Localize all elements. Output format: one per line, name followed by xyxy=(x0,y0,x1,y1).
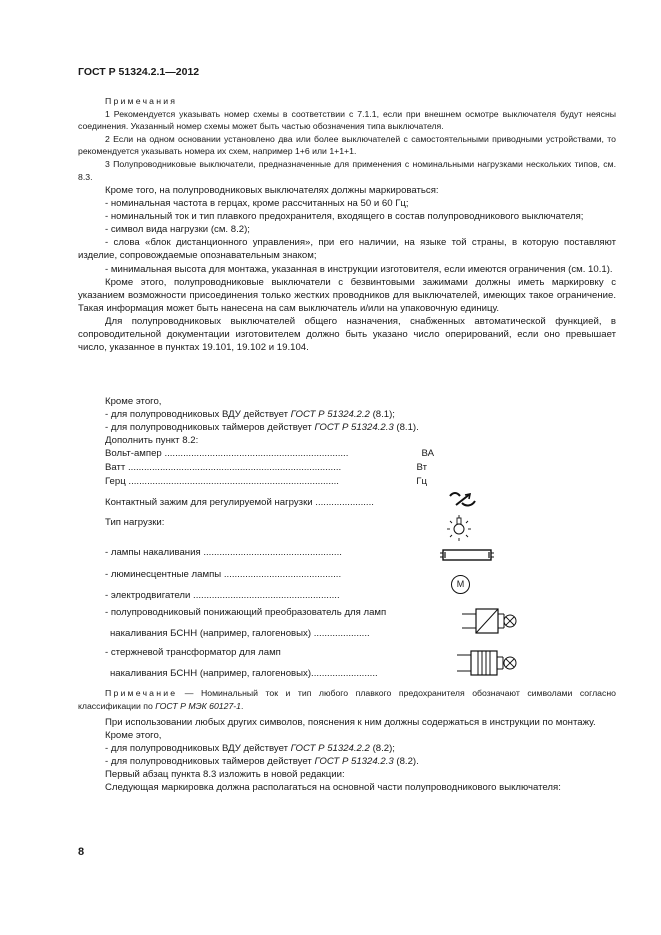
paragraph: Кроме этого, полупроводниковые выключатели с безвинтовыми зажимами должны иметь маркировку с указанием возможности присоединения только жестких проводников для выключателей, имеющих такое ограничение. Такая информация может быть нанесена на сам выключатель и/или на упаковочную единицу. xyxy=(78,276,616,314)
body-section-1 xyxy=(78,184,616,354)
list-item: - для полупроводниковых таймеров действует ГОСТ Р 51324.2.3 (8.1). xyxy=(105,422,419,434)
fluorescent-lamp-icon xyxy=(440,547,494,563)
symbol-row-fluorescent: - люминесцентные лампы ............................................ xyxy=(105,569,342,580)
transformer-icon xyxy=(457,648,519,678)
body-section-also xyxy=(78,395,616,447)
standard-reference: ГОСТ Р МЭК 60127-1 xyxy=(155,700,242,711)
list-item: - номинальный ток и тип плавкого предохранителя, входящего в состав полупроводникового выключателя; xyxy=(105,211,584,223)
unit-row: Герц ............................................................................... Гц xyxy=(105,476,427,487)
list-item: - слова «блок дистанционного управления», при его наличии, на языке той страны, в которую поставляют изделие, сопровождаемые опознавательным знаком; xyxy=(78,237,616,262)
notes-label: Примечания xyxy=(105,96,178,106)
list-item: - для полупроводниковых ВДУ действует ГОСТ Р 51324.2.2 (8.1); xyxy=(105,409,395,421)
body-section-2 xyxy=(78,716,616,795)
page-number: 8 xyxy=(78,846,85,858)
note-block: Примечание — Номинальный ток и тип любого плавкого предохранителя обозначают символами согласно классификации по ГОСТ Р МЭК 60127-1. xyxy=(78,688,616,711)
adjustable-load-icon xyxy=(448,490,478,508)
symbol-row-load-type: Тип нагрузки: xyxy=(105,517,165,528)
paragraph: При использовании любых других символов, пояснения к ним должны содержаться в инструкции по монтажу. xyxy=(105,717,596,728)
symbol-row-transformer: - стержневой трансформатор для ламп xyxy=(105,647,281,658)
symbol-row-incandescent: - лампы накаливания .................................................... xyxy=(105,547,342,558)
standard-reference: ГОСТ Р 51324.2.3 xyxy=(314,756,394,768)
paragraph: Кроме этого, xyxy=(105,730,162,742)
symbol-row-adjustable: Контактный зажим для регулируемой нагрузки ...................... xyxy=(105,497,374,508)
standard-reference: ГОСТ Р 51324.2.2 xyxy=(290,743,370,755)
list-item: - для полупроводниковых ВДУ действует ГОСТ Р 51324.2.2 (8.2); xyxy=(105,743,395,755)
note-item: 2 Если на одном основании установлено два или более выключателей с самостоятельными приводными устройствами, то рекомендуется указывать номера их схем, например 1+6 или 1+1+1. xyxy=(78,133,616,157)
note-item: 1 Рекомендуется указывать номер схемы в соответствии с 7.1.1, если при внешнем осмотре выключателя будут неясны соединения. Указанный номер схемы может быть частью обозначения типа выключателя. xyxy=(78,108,616,132)
list-item: - минимальная высота для монтажа, указанная в инструкции изготовителя, если имеются ограничения (см. 10.1). xyxy=(105,263,613,275)
paragraph: Кроме того, на полупроводниковых выключателях должны маркироваться: xyxy=(105,185,439,196)
list-item: - для полупроводниковых таймеров действует ГОСТ Р 51324.2.3 (8.2). xyxy=(105,756,419,768)
paragraph: Для полупроводниковых выключателей общего назначения, снабженных автоматической функцией, в сопроводительной документации изготовителем должно быть указано число оперирований, если оно превышает число, указанное в пунктах 19.101, 19.102 и 19.104. xyxy=(78,315,616,354)
notes-block xyxy=(78,95,616,183)
symbol-row-motors: - электродвигатели ....................................................... xyxy=(105,590,340,601)
note-label: Примечание xyxy=(105,688,178,698)
standard-reference: ГОСТ Р 51324.2.2 xyxy=(290,409,370,421)
motor-icon: M xyxy=(451,575,470,594)
paragraph: Следующая маркировка должна располагаться на основной части полупроводникового выключателя: xyxy=(105,782,561,794)
note-item: 3 Полупроводниковые выключатели, предназначенные для применения с номинальными нагрузками нескольких типов, см. 8.3. xyxy=(78,158,616,182)
converter-icon xyxy=(462,605,520,637)
list-item: - символ вида нагрузки (см. 8.2); xyxy=(105,224,250,236)
paragraph: Первый абзац пункта 8.3 изложить в новой редакции: xyxy=(105,769,345,781)
unit-row: Ватт ................................................................................ Вт xyxy=(105,462,427,473)
paragraph: Дополнить пункт 8.2: xyxy=(105,435,199,447)
unit-row: Вольт-ампер ..................................................................... ВА xyxy=(105,448,434,459)
paragraph: Кроме этого, xyxy=(105,396,162,407)
document-header: ГОСТ Р 51324.2.1—2012 xyxy=(78,66,200,78)
incandescent-lamp-icon xyxy=(447,515,471,541)
symbol-row-converter: - полупроводниковый понижающий преобразователь для ламп xyxy=(105,607,387,618)
symbol-row-transformer-cont: накаливания БСНН (например, галогеновых)......................... xyxy=(110,668,378,679)
symbol-row-converter-cont: накаливания БСНН (например, галогеновых) ..................... xyxy=(110,628,370,639)
list-item: - номинальная частота в герцах, кроме рассчитанных на 50 и 60 Гц; xyxy=(105,198,409,210)
standard-reference: ГОСТ Р 51324.2.3 xyxy=(314,422,394,434)
